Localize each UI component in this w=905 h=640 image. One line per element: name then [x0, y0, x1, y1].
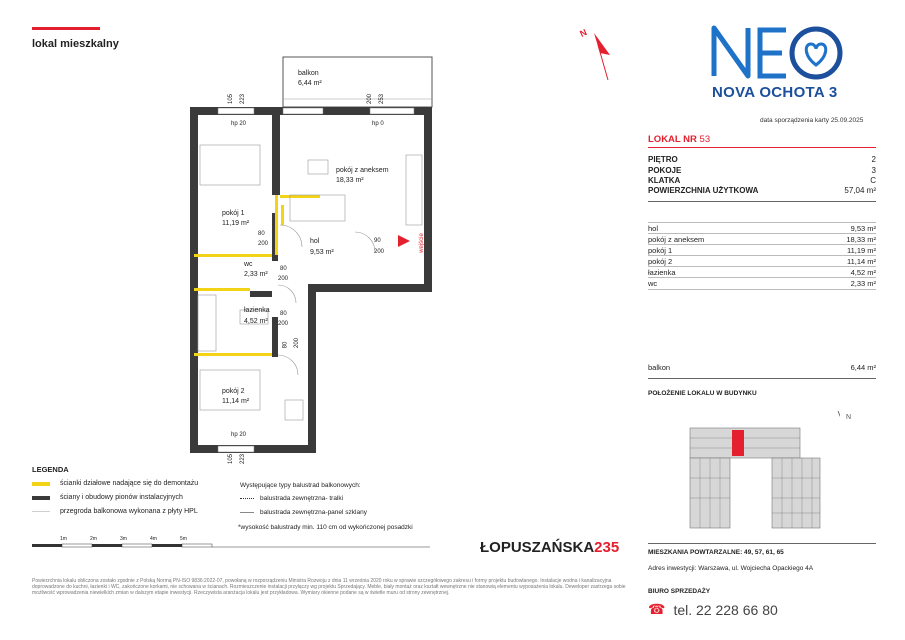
- legend-item: przegroda balkonowa wykonana z płyty HPL: [32, 508, 198, 515]
- header-accent-line: [32, 27, 100, 30]
- plan-salon-area: 18,33 m²: [336, 177, 364, 184]
- dim-label: 80: [258, 231, 265, 237]
- card-divider: [648, 201, 876, 202]
- prop-row: PIĘTRO 2: [648, 155, 876, 164]
- legend-item: ścianki działowe nadające się do demontażu: [32, 480, 198, 487]
- balustrade-swatch: [240, 512, 254, 513]
- entry-arrow: [398, 235, 410, 247]
- plan-p2-area: 11,14 m²: [222, 398, 250, 405]
- phone-row[interactable]: [648, 601, 778, 618]
- lokal-number: 53: [699, 134, 711, 145]
- dim-label: 200: [294, 337, 301, 349]
- north-label: N: [578, 27, 589, 39]
- balustrade-title: Występujące typy balustrad balkonowych:: [240, 482, 361, 489]
- dim-label: 105: [228, 453, 235, 465]
- scale-label: 1m: [60, 536, 67, 542]
- room-row: pokój z aneksem 18,33 m²: [648, 235, 876, 244]
- balustrade-item: balustrada zewnętrzna- tralki: [240, 495, 343, 502]
- removable-wall: [194, 353, 272, 356]
- dim-label: hp 0: [372, 121, 384, 127]
- legend-item: ściany i obudowy pionów instalacyjnych: [32, 494, 183, 501]
- sofa: [290, 195, 345, 221]
- wall-right-upper: [424, 107, 432, 292]
- plan-balkon-area: 6,44 m²: [298, 80, 322, 87]
- bathtub: [198, 295, 216, 351]
- room-row: wc 2,33 m²: [648, 279, 876, 288]
- dim-label: 253: [379, 93, 386, 105]
- room-row: pokój 2 11,14 m²: [648, 257, 876, 266]
- balustrade-item: balustrada zewnętrzna-panel szklany: [240, 509, 367, 516]
- dim-label: 223: [240, 453, 247, 465]
- fine-print: Powierzchnia lokalu obliczona zostało zgodnie z Polską Normą PN-ISO 9836:2022-07, powołaną w rozporządzeniu Ministra Rozwoju z dnia 11 września 2020 roku w sprawie szczegółowego zakresu i formy projektu budowlanego. Instalacje wodna i kanalizacyjna doprowadzone do kuchni, łazienki i WC, zakończone korkami, nie schowana w ścianach. Rozmieszczenie instalacji przyłączy wg projektu Sprzedający. Meble, biały montaż oraz kształt wewnętrzne nie stanowią elementu wyposażenia lokalu. Deweloper zastrzega sobie możliwość wprowadzenia niewielkich zmian w dalszym etapie inwestycji. Rzeczywista aranżacja lokalu jest przykładowa. Wymiary okienne podane są w świetle muru od strony zewnętrznej.: [32, 578, 626, 596]
- key-north-label: N: [846, 414, 852, 421]
- room-row: łazienka 4,52 m²: [648, 268, 876, 277]
- logo-subtitle: NOVA OCHOTA 3: [712, 84, 838, 101]
- plan-laz-label: łazienka: [244, 307, 270, 314]
- dim-label: 200: [367, 93, 374, 105]
- dim-label: 200: [278, 321, 289, 327]
- scale-label: 5m: [180, 536, 187, 542]
- sales-office-title: BIURO SPRZEDAŻY: [648, 588, 711, 595]
- unit-highlight: [732, 430, 744, 456]
- room-row: hol 9,53 m²: [648, 224, 876, 233]
- wall-interior-1: [272, 115, 280, 195]
- legend-swatch: [32, 482, 50, 486]
- dim-label: 80: [280, 266, 287, 272]
- legend-swatch: [32, 496, 50, 500]
- balkon-row: balkon 6,44 m²: [648, 363, 876, 372]
- floor-plan: [180, 55, 440, 465]
- legend-title: LEGENDA: [32, 465, 69, 474]
- table: [308, 160, 328, 174]
- wall-bottom-hol: [310, 284, 432, 292]
- dim-label: 80: [280, 311, 287, 317]
- plan-p2-label: pokój 2: [222, 388, 245, 395]
- building-key-plan: [680, 408, 840, 533]
- balustrade-swatch: [240, 498, 254, 499]
- kitchenette: [406, 155, 422, 225]
- dim-label: hp 20: [231, 121, 247, 127]
- prop-row: POWIERZCHNIA UŻYTKOWA 57,04 m²: [648, 186, 876, 195]
- prop-row: KLATKA C: [648, 176, 876, 185]
- dim-label: hp 20: [231, 432, 247, 438]
- card-date: data sporządzenia karty 25.09.2025: [760, 117, 864, 124]
- street-name: ŁOPUSZAŃSKA: [480, 539, 595, 556]
- card-divider: [648, 543, 876, 544]
- plan-hol-area: 9,53 m²: [310, 249, 334, 256]
- dim-label: 200: [278, 276, 289, 282]
- plan-balkon-label: balkon: [298, 70, 319, 77]
- phone-icon: ☎: [648, 601, 666, 617]
- prop-row: POKOJE 3: [648, 166, 876, 175]
- scale-label: 3m: [120, 536, 127, 542]
- plan-hol-label: hol: [310, 238, 320, 245]
- plan-p1-area: 11,19 m²: [222, 220, 250, 227]
- dim-label: 223: [240, 93, 247, 105]
- wall-right-lower: [308, 284, 316, 453]
- scale-label: 4m: [150, 536, 157, 542]
- dim-label: 200: [374, 249, 385, 255]
- lokal-label: LOKAL NR: [648, 134, 697, 145]
- plan-wc-label: wc: [244, 261, 253, 268]
- legend-swatch: [32, 511, 50, 512]
- balustrade-note: *wysokość balustrady min. 110 cm od wykończonej posadzki: [238, 524, 413, 531]
- position-title: POŁOŻENIE LOKALU W BUDYNKU: [648, 390, 757, 397]
- dim-label: 80: [282, 341, 289, 349]
- scale-label: 2m: [90, 536, 97, 542]
- room-row: pokój 1 11,19 m²: [648, 246, 876, 255]
- lokal-title: [648, 134, 710, 145]
- phone-number: tel. 22 228 66 80: [673, 601, 778, 618]
- plan-salon-label: pokój z aneksem: [336, 167, 389, 174]
- card-divider: [648, 378, 876, 379]
- desk: [285, 400, 303, 420]
- bed-1: [200, 145, 260, 185]
- unit-type-label: lokal mieszkalny: [32, 38, 119, 50]
- street-number: 235: [594, 539, 620, 556]
- neo-logo: [708, 22, 848, 84]
- dim-label: 105: [228, 93, 235, 105]
- plan-laz-area: 4,52 m²: [244, 318, 268, 325]
- wall-left: [190, 107, 198, 453]
- dim-label: 200: [258, 241, 269, 247]
- plan-p1-label: pokój 1: [222, 210, 245, 217]
- plan-wc-area: 2,33 m²: [244, 271, 268, 278]
- street-logo: [480, 539, 619, 556]
- card-divider: [648, 147, 876, 148]
- dim-label: 90: [374, 238, 381, 244]
- entry-label: wejście: [418, 233, 425, 253]
- similar-units: MIESZKANIA POWTARZALNE: 49, 57, 61, 65: [648, 549, 784, 556]
- investment-address: Adres inwestycji: Warszawa, ul. Wojciecha Opackiego 4A: [648, 565, 814, 572]
